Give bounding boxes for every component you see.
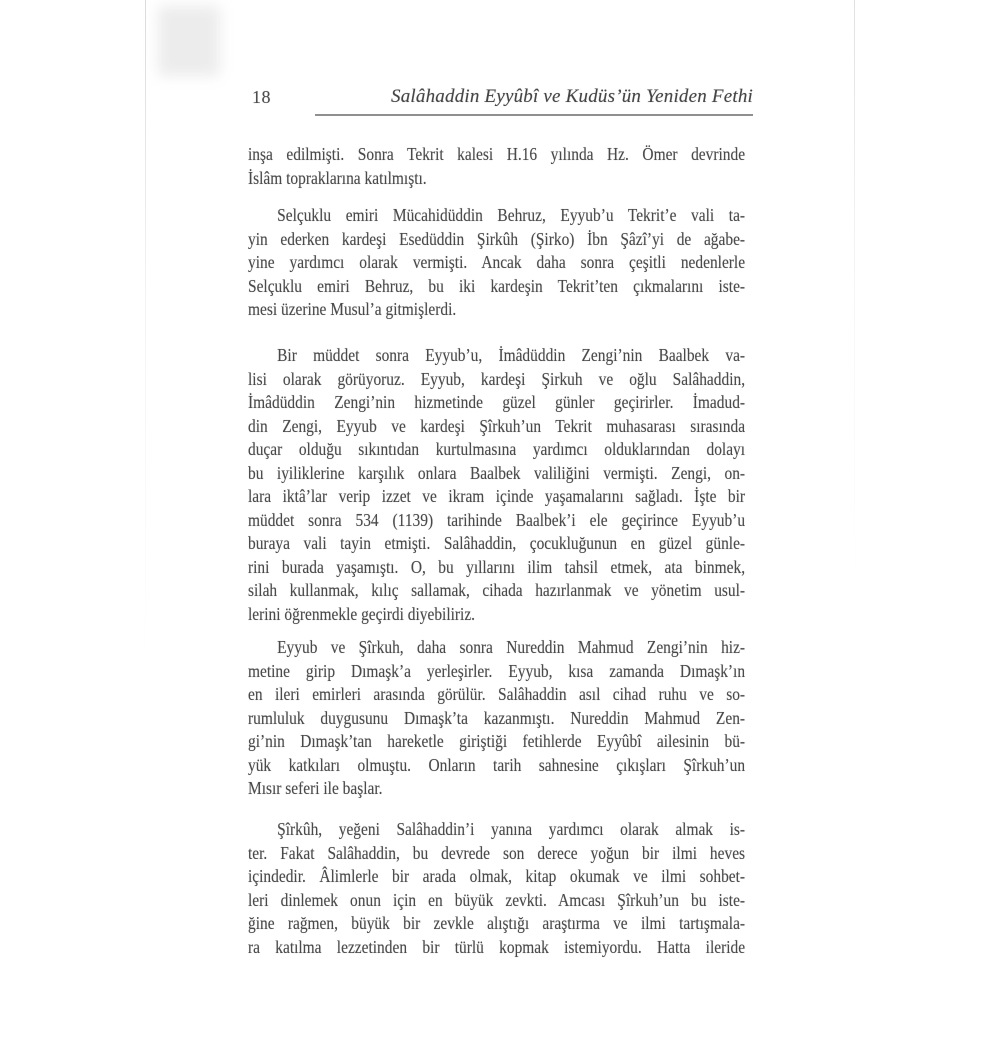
paragraph [248, 204, 745, 322]
text-line: yin ederken kardeşi Esedüddin Şirkûh (Şirko) İbn Şâzî’yi de ağabe- [248, 228, 746, 249]
text-line: inşa edilmişti. Sonra Tekrit kalesi H.16 yılında Hz. Ömer devrinde [248, 144, 746, 164]
paragraph [248, 143, 745, 190]
text-line: lerini öğrenmekle geçirdi diyebiliriz. [248, 603, 476, 624]
running-title: Salâhaddin Eyyûbî ve Kudüs’ün Yeniden Fethi [391, 86, 753, 107]
text-line: yine yardımcı olarak vermişti. Ancak daha sonra çeşitli nedenlerle [248, 252, 746, 272]
text-line: Şîrkûh, yeğeni Salâhaddin’i yanına yardımcı olarak almak is- [277, 819, 746, 839]
text-line: ra katılma lezzetinden bir türlü kopmak istemiyordu. Hatta ileride [248, 936, 746, 957]
text-line: rini burada yaşamıştı. O, bu yıllarını ilim tahsil etmek, ata binmek, [248, 556, 746, 577]
text-line: bu iyiliklerine karşılık onlara Baalbek valiliğini vermişti. Zengi, on- [248, 462, 746, 483]
text-line: ter. Fakat Salâhaddin, bu devrede son derece yoğun bir ilmi heves [248, 842, 746, 863]
text-line: lara iktâ’lar verip izzet ve ikram içinde yaşamalarını sağladı. İşte bir [248, 486, 746, 506]
text-line: mesi üzerine Musul’a gitmişlerdi. [248, 299, 457, 319]
text-line: silah kullanmak, kılıç sallamak, cihada hazırlanmak ve yönetim usul- [248, 580, 746, 600]
text-line: Selçuklu emiri Mücahidüddin Behruz, Eyyub’u Tekrit’e vali ta- [277, 205, 746, 225]
text-line: Selçuklu emiri Behruz, bu iki kardeşin Tekrit’ten çıkmalarını iste- [248, 275, 746, 296]
text-line: en ileri emirleri arasında görülür. Salâhaddin asıl cihad ruhu ve so- [248, 684, 746, 704]
text-line: leri dinlemek onun için en büyük zevkti. Amcası Şîrkuh’un bu iste- [248, 889, 746, 910]
page-number: 18 [252, 87, 271, 107]
paragraph [248, 818, 745, 959]
text-line: ğine rağmen, büyük bir zevkle alıştığı araştırma ve ilmi tartışmala- [248, 913, 746, 933]
text-line: metine girip Dımaşk’a yerleşirler. Eyyub, kısa zamanda Dımaşk’ın [248, 660, 746, 681]
text-line: Bir müddet sonra Eyyub’u, İmâdüddin Zengi’nin Baalbek va- [277, 345, 746, 365]
text-line: din Zengi, Eyyub ve kardeşi Şîrkuh’un Tekrit muhasarası sırasında [248, 415, 746, 436]
text-line: İslâm topraklarına katılmıştı. [248, 167, 427, 188]
text-line: buraya vali tayin etmişti. Salâhaddin, çocukluğunun en güzel günle- [248, 533, 746, 553]
text-line: duçar olduğu sıkıntıdan kurtulmasına yardımcı olduklarından dolayı [248, 439, 746, 459]
paragraph [248, 636, 745, 801]
text-line: rumluluk duygusunu Dımaşk’ta kazanmıştı. Nureddin Mahmud Zen- [248, 707, 746, 728]
text-line: yük katkıları olmuştu. Onların tarih sahnesine çıkışları Şîrkuh’un [248, 754, 746, 775]
text-line: müddet sonra 534 (1139) tarihinde Baalbek’i ele geçirince Eyyub’u [248, 509, 746, 530]
text-line: içindedir. Âlimlerle bir arada olmak, kitap okumak ve ilmi sohbet- [248, 866, 746, 886]
text-line: lisi olarak görüyoruz. Eyyub, kardeşi Şirkuh ve oğlu Salâhaddin, [248, 368, 746, 389]
text-line: gi’nin Dımaşk’tan hareketle giriştiği fetihlerde Eyyûbî ailesinin bü- [248, 731, 746, 751]
text-line: Eyyub ve Şîrkuh, daha sonra Nureddin Mahmud Zengi’nin hiz- [277, 637, 746, 657]
paragraph [248, 344, 745, 626]
text-line: İmâdüddin Zengi’nin hizmetinde güzel günler geçirirler. İmadud- [248, 392, 746, 412]
text-line: Mısır seferi ile başlar. [248, 778, 383, 798]
